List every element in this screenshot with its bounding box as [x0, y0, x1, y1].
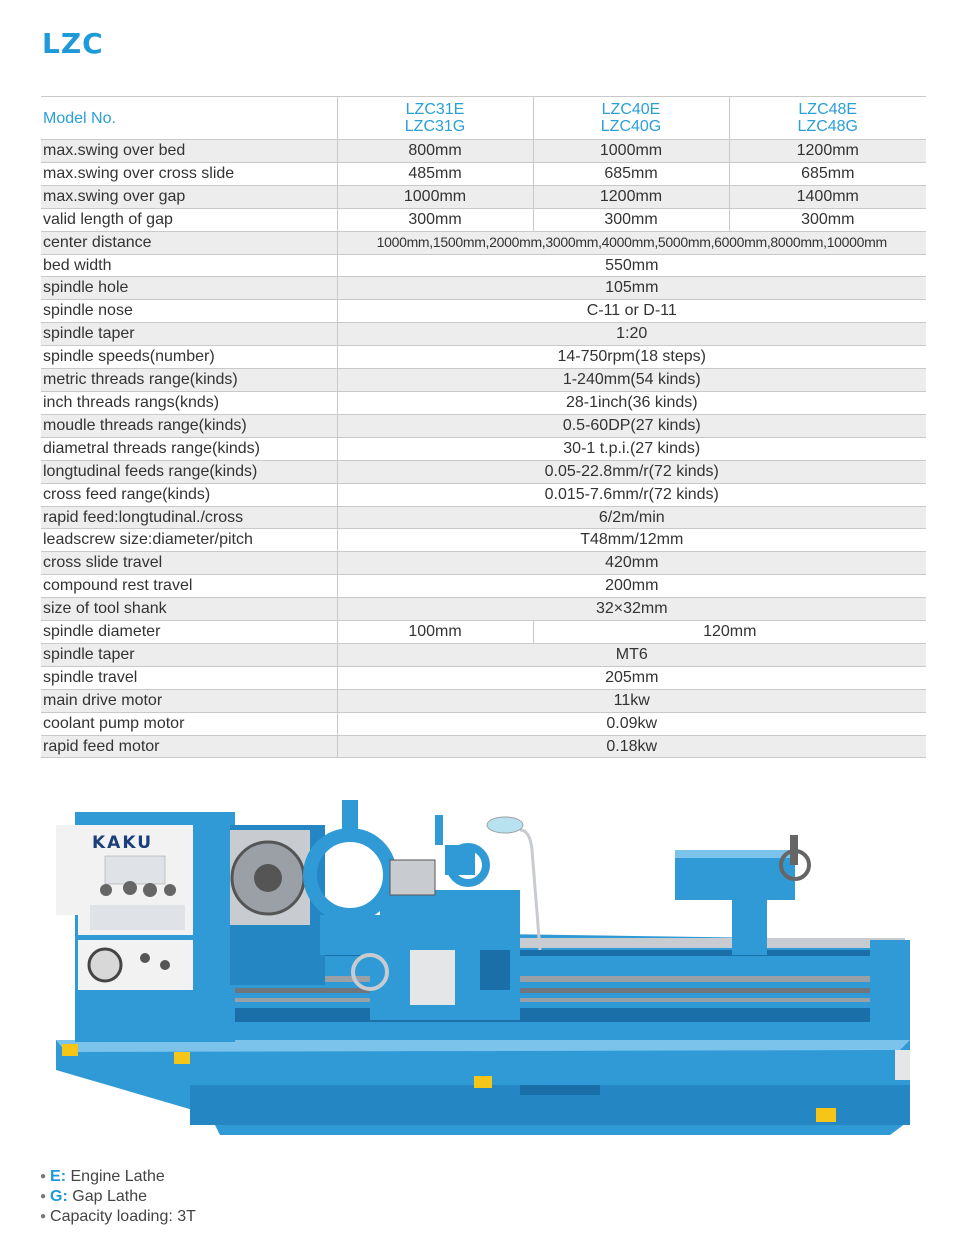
legend-text: Capacity loading: 3T	[50, 1208, 196, 1225]
spec-label: cross feed range(kinds)	[41, 483, 337, 506]
legend-key: G:	[50, 1188, 68, 1205]
spec-label: size of tool shank	[41, 598, 337, 621]
model-name: LZC48G	[797, 118, 858, 135]
table-row	[41, 437, 926, 460]
spec-value: 1000mm,1500mm,2000mm,3000mm,4000mm,5000mm,6000mm,8000mm,10000mm	[337, 231, 926, 254]
table-row	[41, 712, 926, 735]
spec-value: 550mm	[337, 254, 926, 277]
spec-table	[41, 96, 926, 758]
control-dial	[89, 949, 121, 981]
spec-value: 685mm	[533, 162, 729, 185]
table-row	[41, 414, 926, 437]
table-row	[41, 323, 926, 346]
spec-label: main drive motor	[41, 689, 337, 712]
spec-value: 0.05-22.8mm/r(72 kinds)	[337, 460, 926, 483]
spec-label: spindle hole	[41, 277, 337, 300]
work-lamp	[520, 830, 540, 950]
model-header	[533, 97, 729, 140]
spec-label: max.swing over cross slide	[41, 162, 337, 185]
spec-value: 120mm	[533, 621, 926, 644]
spec-label: valid length of gap	[41, 208, 337, 231]
spec-label: center distance	[41, 231, 337, 254]
spec-label: longtudinal feeds range(kinds)	[41, 460, 337, 483]
model-header	[729, 97, 926, 140]
table-row	[41, 643, 926, 666]
spec-value: 420mm	[337, 552, 926, 575]
spec-value: 1-240mm(54 kinds)	[337, 369, 926, 392]
legend-text: Gap Lathe	[67, 1188, 147, 1205]
spec-value: 6/2m/min	[337, 506, 926, 529]
spec-value: 0.09kw	[337, 712, 926, 735]
carriage	[380, 890, 520, 945]
spec-value: 1400mm	[729, 185, 926, 208]
model-name: LZC31G	[404, 118, 466, 135]
page-title: LZC	[42, 27, 104, 60]
table-row	[41, 277, 926, 300]
model-name: LZC40G	[600, 118, 662, 135]
model-name: LZC31E	[405, 101, 465, 118]
table-row	[41, 483, 926, 506]
spec-value: 100mm	[337, 621, 533, 644]
spec-value: 28-1inch(36 kinds)	[337, 391, 926, 414]
table-row	[41, 529, 926, 552]
table-row	[41, 162, 926, 185]
legend-item	[40, 1187, 196, 1207]
brand-logo: KAKU	[92, 833, 154, 853]
spec-label: spindle taper	[41, 643, 337, 666]
spec-label: cross slide travel	[41, 552, 337, 575]
spec-value: 0.18kw	[337, 735, 926, 758]
spec-value: 485mm	[337, 162, 533, 185]
spec-label: coolant pump motor	[41, 712, 337, 735]
table-row	[41, 621, 926, 644]
spec-value: 205mm	[337, 666, 926, 689]
tool-post	[390, 860, 435, 895]
spec-value: 0.015-7.6mm/r(72 kinds)	[337, 483, 926, 506]
table-row	[41, 254, 926, 277]
model-no-label: Model No.	[41, 97, 337, 140]
table-row	[41, 598, 926, 621]
bullet-icon: ●	[40, 1171, 47, 1182]
spec-label: spindle travel	[41, 666, 337, 689]
spec-label: rapid feed motor	[41, 735, 337, 758]
spec-value: T48mm/12mm	[337, 529, 926, 552]
spec-value: 30-1 t.p.i.(27 kinds)	[337, 437, 926, 460]
table-row	[41, 575, 926, 598]
spec-value: MT6	[337, 643, 926, 666]
table-row	[41, 666, 926, 689]
spec-value: 1000mm	[533, 140, 729, 163]
spec-label: leadscrew size:diameter/pitch	[41, 529, 337, 552]
spec-label: diametral threads range(kinds)	[41, 437, 337, 460]
bullet-icon: ●	[40, 1191, 47, 1202]
spec-value: 300mm	[533, 208, 729, 231]
legend	[40, 1167, 196, 1227]
spec-label: spindle speeds(number)	[41, 346, 337, 369]
table-row	[41, 369, 926, 392]
foot-pad	[816, 1108, 836, 1122]
model-name: LZC48E	[798, 101, 858, 118]
table-row	[41, 140, 926, 163]
table-row	[41, 185, 926, 208]
legend-text: Engine Lathe	[66, 1168, 165, 1185]
spec-value: 300mm	[729, 208, 926, 231]
table-row	[41, 460, 926, 483]
spec-label: rapid feed:longtudinal./cross	[41, 506, 337, 529]
foot-pad	[174, 1052, 190, 1064]
lathe-machine-illustration	[50, 790, 920, 1145]
foot-pad	[474, 1076, 492, 1088]
spec-label: spindle nose	[41, 300, 337, 323]
spec-label: spindle taper	[41, 323, 337, 346]
legend-item	[40, 1167, 196, 1187]
table-row	[41, 735, 926, 758]
spec-value: 11kw	[337, 689, 926, 712]
spec-value: C-11 or D-11	[337, 300, 926, 323]
spec-value: 1:20	[337, 323, 926, 346]
spec-value: 800mm	[337, 140, 533, 163]
spec-label: spindle diameter	[41, 621, 337, 644]
spec-label: inch threads rangs(knds)	[41, 391, 337, 414]
spec-value: 685mm	[729, 162, 926, 185]
foot-pad	[62, 1044, 78, 1056]
table-row	[41, 689, 926, 712]
table-row	[41, 208, 926, 231]
table-row	[41, 300, 926, 323]
spec-value: 300mm	[337, 208, 533, 231]
spec-label: compound rest travel	[41, 575, 337, 598]
table-row	[41, 506, 926, 529]
spec-value: 0.5-60DP(27 kinds)	[337, 414, 926, 437]
spec-label: moudle threads range(kinds)	[41, 414, 337, 437]
spec-value: 14-750rpm(18 steps)	[337, 346, 926, 369]
spec-value: 32×32mm	[337, 598, 926, 621]
spec-value: 1200mm	[533, 185, 729, 208]
bullet-icon: ●	[40, 1211, 47, 1222]
spec-label: bed width	[41, 254, 337, 277]
spec-value: 1200mm	[729, 140, 926, 163]
model-header	[337, 97, 533, 140]
table-row	[41, 552, 926, 575]
legend-item	[40, 1207, 196, 1227]
spec-label: max.swing over gap	[41, 185, 337, 208]
table-row	[41, 346, 926, 369]
leadscrew	[200, 988, 910, 993]
spec-value: 1000mm	[337, 185, 533, 208]
table-row	[41, 391, 926, 414]
model-name: LZC40E	[601, 101, 661, 118]
spec-value: 200mm	[337, 575, 926, 598]
table-header-row	[41, 97, 926, 140]
table-row	[41, 231, 926, 254]
spec-label: metric threads range(kinds)	[41, 369, 337, 392]
spec-value: 105mm	[337, 277, 926, 300]
legend-key: E:	[50, 1168, 67, 1185]
spec-label: max.swing over bed	[41, 140, 337, 163]
